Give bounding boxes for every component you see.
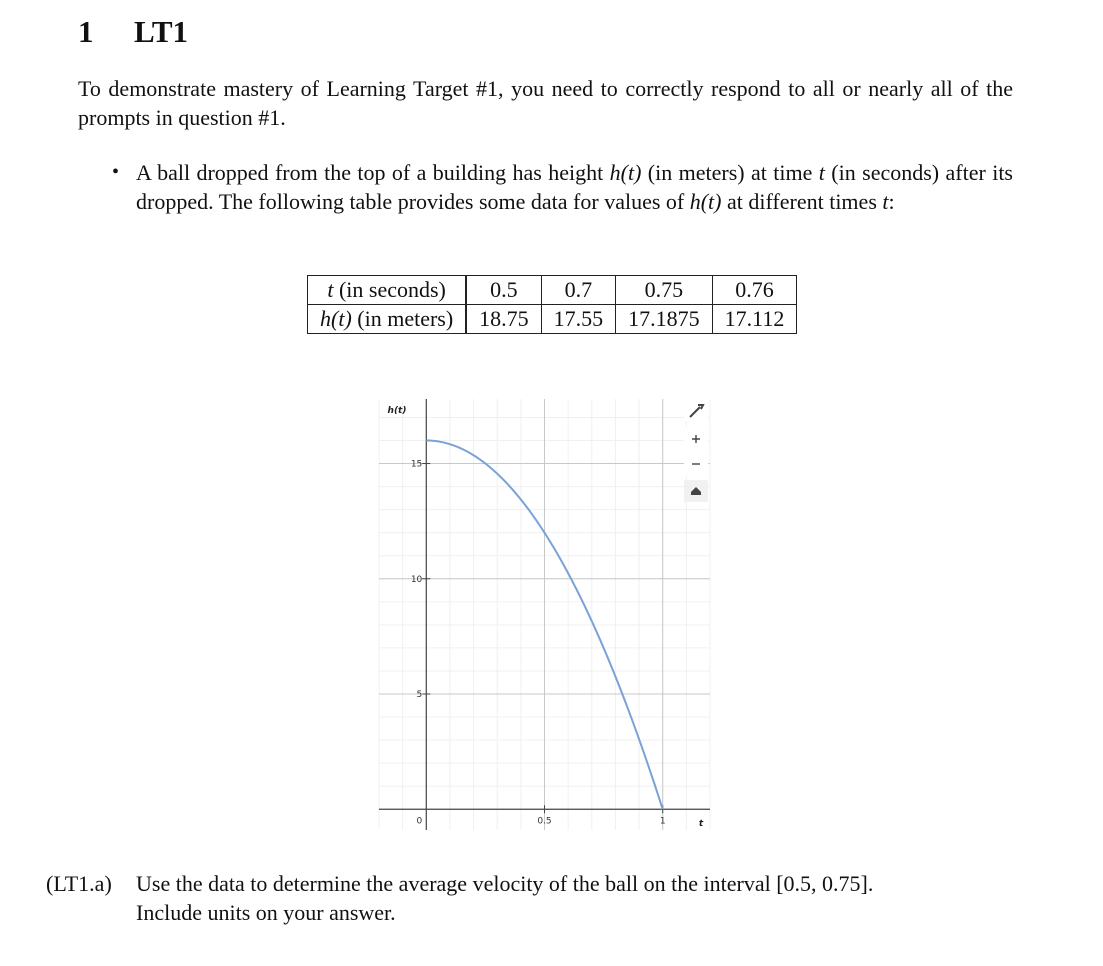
question-lt1a [46, 869, 1021, 927]
math-t: t [327, 277, 334, 302]
table-cell-h: 17.1875 [616, 305, 713, 334]
y-axis-label: h(t) [387, 406, 407, 416]
table-cell-t: 0.76 [712, 276, 797, 305]
math-h-of-t: h(t) [320, 306, 352, 331]
math-h-of-t: h(t) [609, 160, 642, 185]
table-cell-h: 17.55 [541, 305, 616, 334]
bullet-text-part: A ball dropped from the top of a building has height [136, 160, 610, 185]
bullet-text-part: (in seconds) after its dropped. The following table provides some data for values of [136, 160, 1013, 214]
row-header-text: (in meters) [351, 306, 454, 331]
row-header-text: (in seconds) [333, 277, 446, 302]
bullet-text-part: : [888, 189, 895, 214]
question-text-continued: Include units on your answer. [136, 900, 396, 925]
wrench-icon[interactable] [684, 399, 708, 421]
table-cell-t: 0.75 [616, 276, 713, 305]
bullet-text-part: at different times [721, 189, 883, 214]
table-cell-t: 0.7 [541, 276, 616, 305]
x-axis-label: t [698, 819, 704, 829]
question-label: (LT1.a) [46, 871, 112, 896]
section-number: 1 [78, 14, 94, 49]
bullet-text-part: (in meters) at time [641, 160, 819, 185]
question-text: Use the data to determine the average velocity of the ball on the interval [0.5, 0.75]. [136, 871, 874, 896]
math-t: t [818, 160, 825, 185]
graph-controls [684, 399, 708, 502]
intro-paragraph: To demonstrate mastery of Learning Target #1, you need to correctly respond to all or nearly all of the prompts in question #1. [78, 76, 1013, 130]
y-tick-label: 5 [416, 690, 423, 701]
ticks [411, 460, 666, 827]
math-h-of-t: h(t) [689, 189, 722, 214]
x-tick-label: 0.5 [537, 816, 552, 827]
y-tick-label: 15 [410, 459, 423, 470]
table-cell-t: 0.5 [466, 276, 541, 305]
y-tick-label: 0 [416, 816, 423, 827]
zoom-out-button[interactable] [684, 452, 708, 476]
table-cell-h: 17.112 [712, 305, 797, 334]
section-title: LT1 [134, 14, 189, 49]
math-t: t [882, 189, 889, 214]
table-cell-h: 18.75 [466, 305, 541, 334]
y-tick-label: 10 [410, 574, 423, 585]
bullet-marker: • [112, 161, 120, 183]
x-tick-label: 1 [659, 816, 666, 827]
zoom-in-button[interactable] [684, 427, 708, 451]
home-button[interactable] [684, 480, 708, 502]
